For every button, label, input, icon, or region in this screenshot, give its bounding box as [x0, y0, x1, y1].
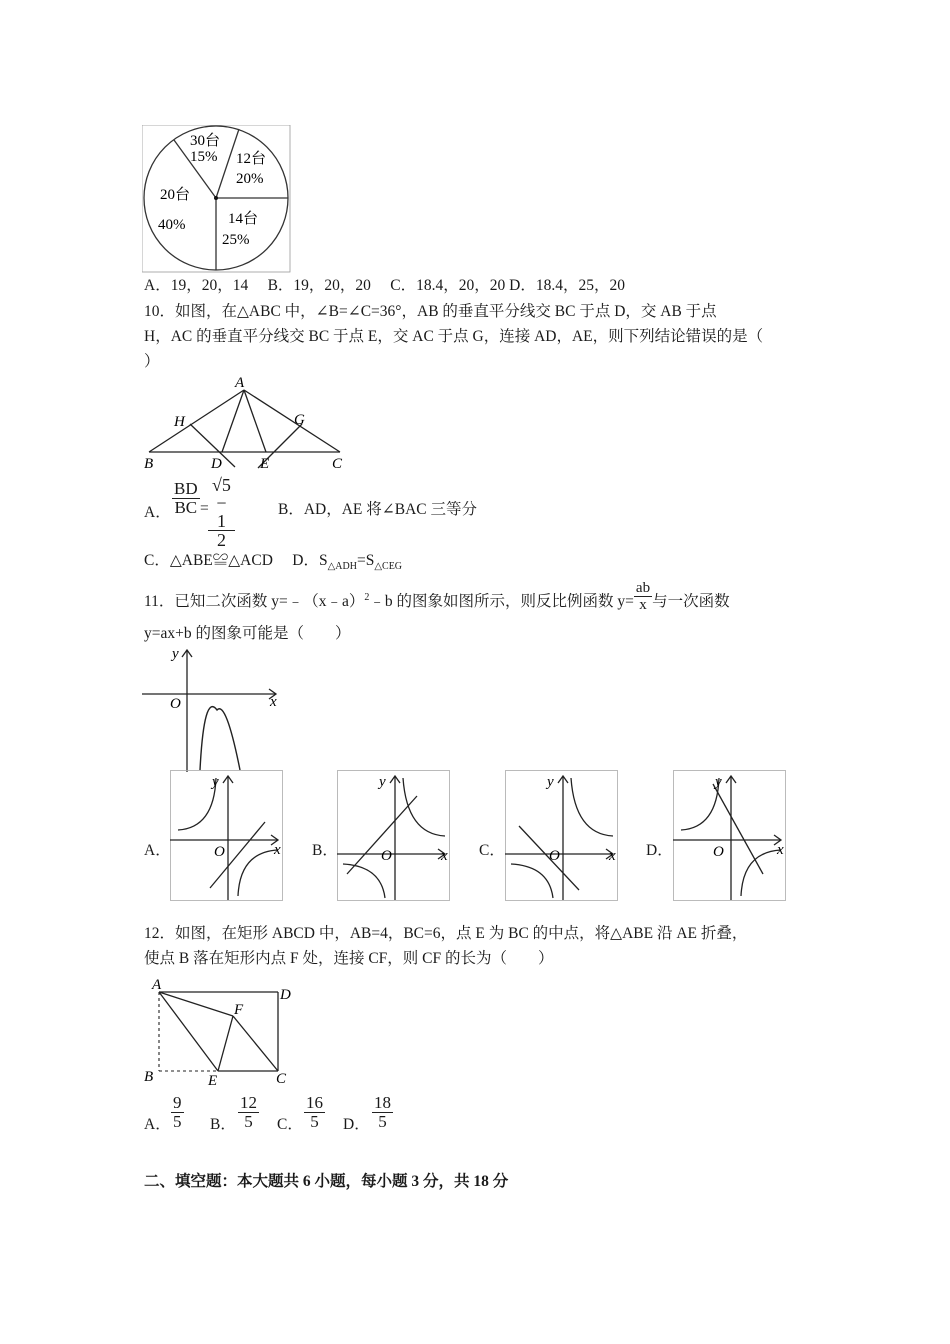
- equals-sign: =: [200, 500, 209, 517]
- fraction-ab-over-x: [634, 580, 652, 613]
- origin-label: O: [214, 844, 225, 860]
- fraction-numerator: √5 − 1: [208, 476, 235, 531]
- point-label-C: C: [276, 1071, 287, 1087]
- fraction-denominator: 5: [310, 1112, 319, 1131]
- origin-label: O: [381, 848, 392, 864]
- fraction-bd-bc: [172, 480, 200, 517]
- q12-stem-line2: 使点 B 落在矩形内点 F 处，连接 CF，则 CF 的长为（ ）: [144, 950, 554, 967]
- q10-option-b: B．AD，AE 将∠BAC 三等分: [278, 501, 477, 518]
- q11-option-a-label: A．: [144, 842, 171, 859]
- q11-option-d-graph: [673, 770, 789, 902]
- point-label-G: G: [294, 412, 305, 428]
- point-label-B: B: [144, 456, 154, 472]
- point-label-H: H: [174, 414, 185, 430]
- fraction-denominator: 5: [244, 1112, 253, 1131]
- fraction-sqrt5-minus1-over2: [208, 476, 235, 549]
- axis-label-x: x: [274, 842, 281, 858]
- axis-label-x: x: [270, 694, 277, 710]
- option-fraction: [171, 1094, 184, 1131]
- fraction-numerator: 18: [374, 1093, 391, 1112]
- fraction-numerator: ab: [635, 580, 651, 597]
- q11-parabola-graph: [142, 644, 284, 772]
- fraction-denominator: x: [639, 597, 647, 614]
- point-label-C: C: [332, 456, 343, 472]
- pie-slice-label: 20台: [160, 187, 191, 203]
- q11-option-d-label: D．: [646, 842, 673, 859]
- option-fraction: [238, 1094, 259, 1131]
- q12-options: [144, 1094, 464, 1140]
- subscript: △CEG: [374, 561, 403, 573]
- q11-text-c: 与一次函数: [652, 593, 730, 611]
- axis-label-y: y: [547, 774, 554, 790]
- q10-stem-line1: 10．如图，在△ABC 中，∠B=∠C=36°，AB 的垂直平分线交 BC 于点 D，交 AB 于点: [144, 303, 717, 320]
- q11-text-b: ﹣b 的图象如图所示，则反比例函数 y=: [369, 593, 634, 611]
- q11-option-a-graph: [170, 770, 286, 902]
- section-2-heading: 二、填空题：本大题共 6 小题，每小题 3 分，共 18 分: [144, 1173, 509, 1190]
- axis-label-x: x: [777, 842, 784, 858]
- origin-label: O: [713, 844, 724, 860]
- q11-stem-line1: [144, 580, 730, 614]
- option-fraction: [304, 1094, 325, 1131]
- q10-triangle-figure: [142, 372, 348, 472]
- fraction-denominator: 5: [378, 1112, 387, 1131]
- pie-slice-percent: 20%: [236, 171, 264, 187]
- option-label: A．: [144, 1116, 171, 1133]
- option-label: C．: [277, 1116, 303, 1133]
- subscript: △ADH: [327, 561, 357, 573]
- origin-label: O: [170, 696, 181, 712]
- axis-label-x: x: [609, 848, 616, 864]
- axis-label-y: y: [715, 774, 722, 790]
- pie-slice-label: 30台: [190, 133, 221, 149]
- point-label-A: A: [235, 375, 245, 391]
- option-fraction: [372, 1094, 393, 1131]
- q11-option-c-label: C．: [479, 842, 505, 859]
- point-label-E: E: [208, 1073, 218, 1087]
- option-label: B．: [210, 1116, 236, 1133]
- point-label-F: F: [234, 1002, 244, 1018]
- fraction-numerator: BD: [174, 479, 198, 498]
- q11-option-c-graph: [505, 770, 621, 902]
- q11-option-b-label: B．: [312, 842, 338, 859]
- pie-slice-label: 14台: [228, 211, 259, 227]
- pie-slice-percent: 40%: [158, 217, 186, 233]
- q12-stem-line1: 12．如图，在矩形 ABCD 中，AB=4，BC=6，点 E 为 BC 的中点，将△ABE 沿 AE 折叠，: [144, 925, 748, 942]
- q10-stem-line3: ）: [144, 353, 160, 370]
- option-label: D．: [343, 1116, 370, 1133]
- fraction-numerator: 12: [240, 1093, 257, 1112]
- fraction-denominator: 2: [216, 530, 226, 550]
- axis-label-y: y: [212, 774, 219, 790]
- fraction-numerator: 16: [306, 1093, 323, 1112]
- q11-text-a: 11．已知二次函数 y=﹣（x﹣a）: [144, 593, 365, 611]
- point-label-A: A: [152, 977, 162, 993]
- origin-label: O: [549, 848, 560, 864]
- point-label-E: E: [260, 456, 270, 472]
- axis-label-x: x: [441, 848, 448, 864]
- pie-slice-label: 12台: [236, 151, 267, 167]
- option-cd-text: C．△ABE≌△ACD D．S: [144, 552, 328, 569]
- superscript: 2: [364, 592, 370, 603]
- q10-options-cd: [144, 551, 402, 577]
- point-label-D: D: [211, 456, 222, 472]
- point-label-D: D: [280, 987, 291, 1003]
- q9-options: A．19，20，14 B．19，20，20 C．18.4，20，20 D．18.4，25，20: [144, 277, 625, 294]
- fraction-numerator: 9: [173, 1093, 182, 1112]
- pie-slice-percent: 15%: [190, 149, 218, 165]
- option-cd-eq: =S: [356, 552, 375, 569]
- axis-label-y: y: [379, 774, 386, 790]
- fraction-denominator: 5: [173, 1112, 182, 1131]
- q9-pie-chart: [142, 125, 292, 275]
- axis-label-y: y: [172, 646, 179, 662]
- q11-option-b-graph: [337, 770, 453, 902]
- point-label-B: B: [144, 1069, 154, 1085]
- option-label: A．: [144, 504, 171, 521]
- q10-stem-line2: H，AC 的垂直平分线交 BC 于点 E，交 AC 于点 G，连接 AD，AE，则下列结论错误的是（: [144, 328, 764, 345]
- q12-rectangle-figure: [142, 975, 298, 1087]
- pie-slice-percent: 25%: [222, 232, 250, 248]
- fraction-denominator: BC: [174, 498, 198, 517]
- q11-stem-line2: y=ax+b 的图象可能是（ ）: [144, 625, 351, 642]
